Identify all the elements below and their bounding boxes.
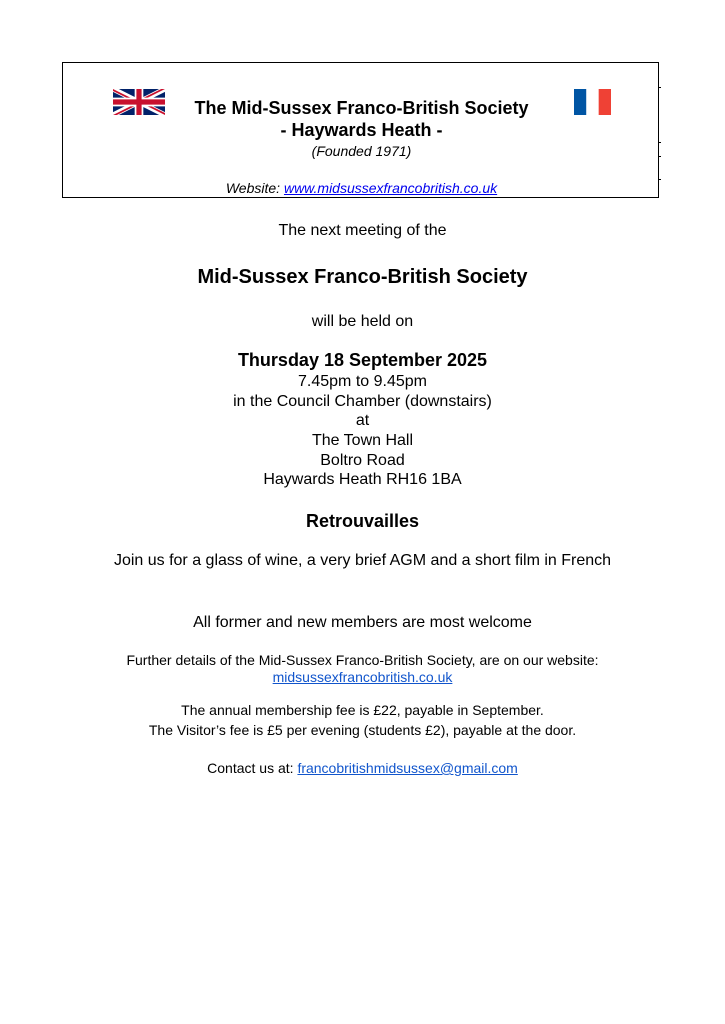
contact-label: Contact us at: <box>207 760 298 776</box>
society-title <box>63 97 660 141</box>
meeting-town: Haywards Heath RH16 1BA <box>263 471 462 488</box>
border-tick <box>659 87 661 88</box>
meeting-society-name: Mid-Sussex Franco-British Society <box>197 266 528 288</box>
held-on-text: will be held on <box>311 313 414 330</box>
website-line <box>63 180 660 196</box>
welcome-text: All former and new members are most welcome <box>193 614 532 631</box>
meeting-at: at <box>355 412 370 429</box>
details-website-line <box>0 669 725 685</box>
meeting-room: in the Council Chamber (downstairs) <box>233 393 492 410</box>
meeting-street: Boltro Road <box>320 452 405 469</box>
further-details: Further details of the Mid-Sussex Franco-British Society, are on our website: <box>126 652 599 668</box>
meeting-theme: Retrouvailles <box>305 511 420 531</box>
header-box <box>62 62 659 198</box>
membership-fee: The annual membership fee is £22, payable in September. <box>181 702 544 718</box>
meeting-intro: The next meeting of the <box>278 222 447 239</box>
meeting-date: Thursday 18 September 2025 <box>237 350 488 370</box>
details-website-link[interactable]: midsussexfrancobritish.co.uk <box>272 669 453 685</box>
title-line2: - Haywards Heath - <box>280 120 443 140</box>
founded-note: (Founded 1971) <box>311 143 412 159</box>
meeting-description: Join us for a glass of wine, a very brief AGM and a short film in French <box>113 552 612 569</box>
meeting-time: 7.45pm to 9.45pm <box>298 373 427 390</box>
visitor-fee: The Visitor’s fee is £5 per evening (students £2), payable at the door. <box>148 722 577 738</box>
website-label: Website: <box>225 180 284 196</box>
title-line1: The Mid-Sussex Franco-British Society <box>194 98 529 118</box>
contact-line <box>0 760 725 776</box>
contact-email-link[interactable]: francobritishmidsussex@gmail.com <box>297 760 518 776</box>
website-link[interactable]: www.midsussexfrancobritish.co.uk <box>283 180 498 196</box>
meeting-venue: The Town Hall <box>311 432 414 449</box>
